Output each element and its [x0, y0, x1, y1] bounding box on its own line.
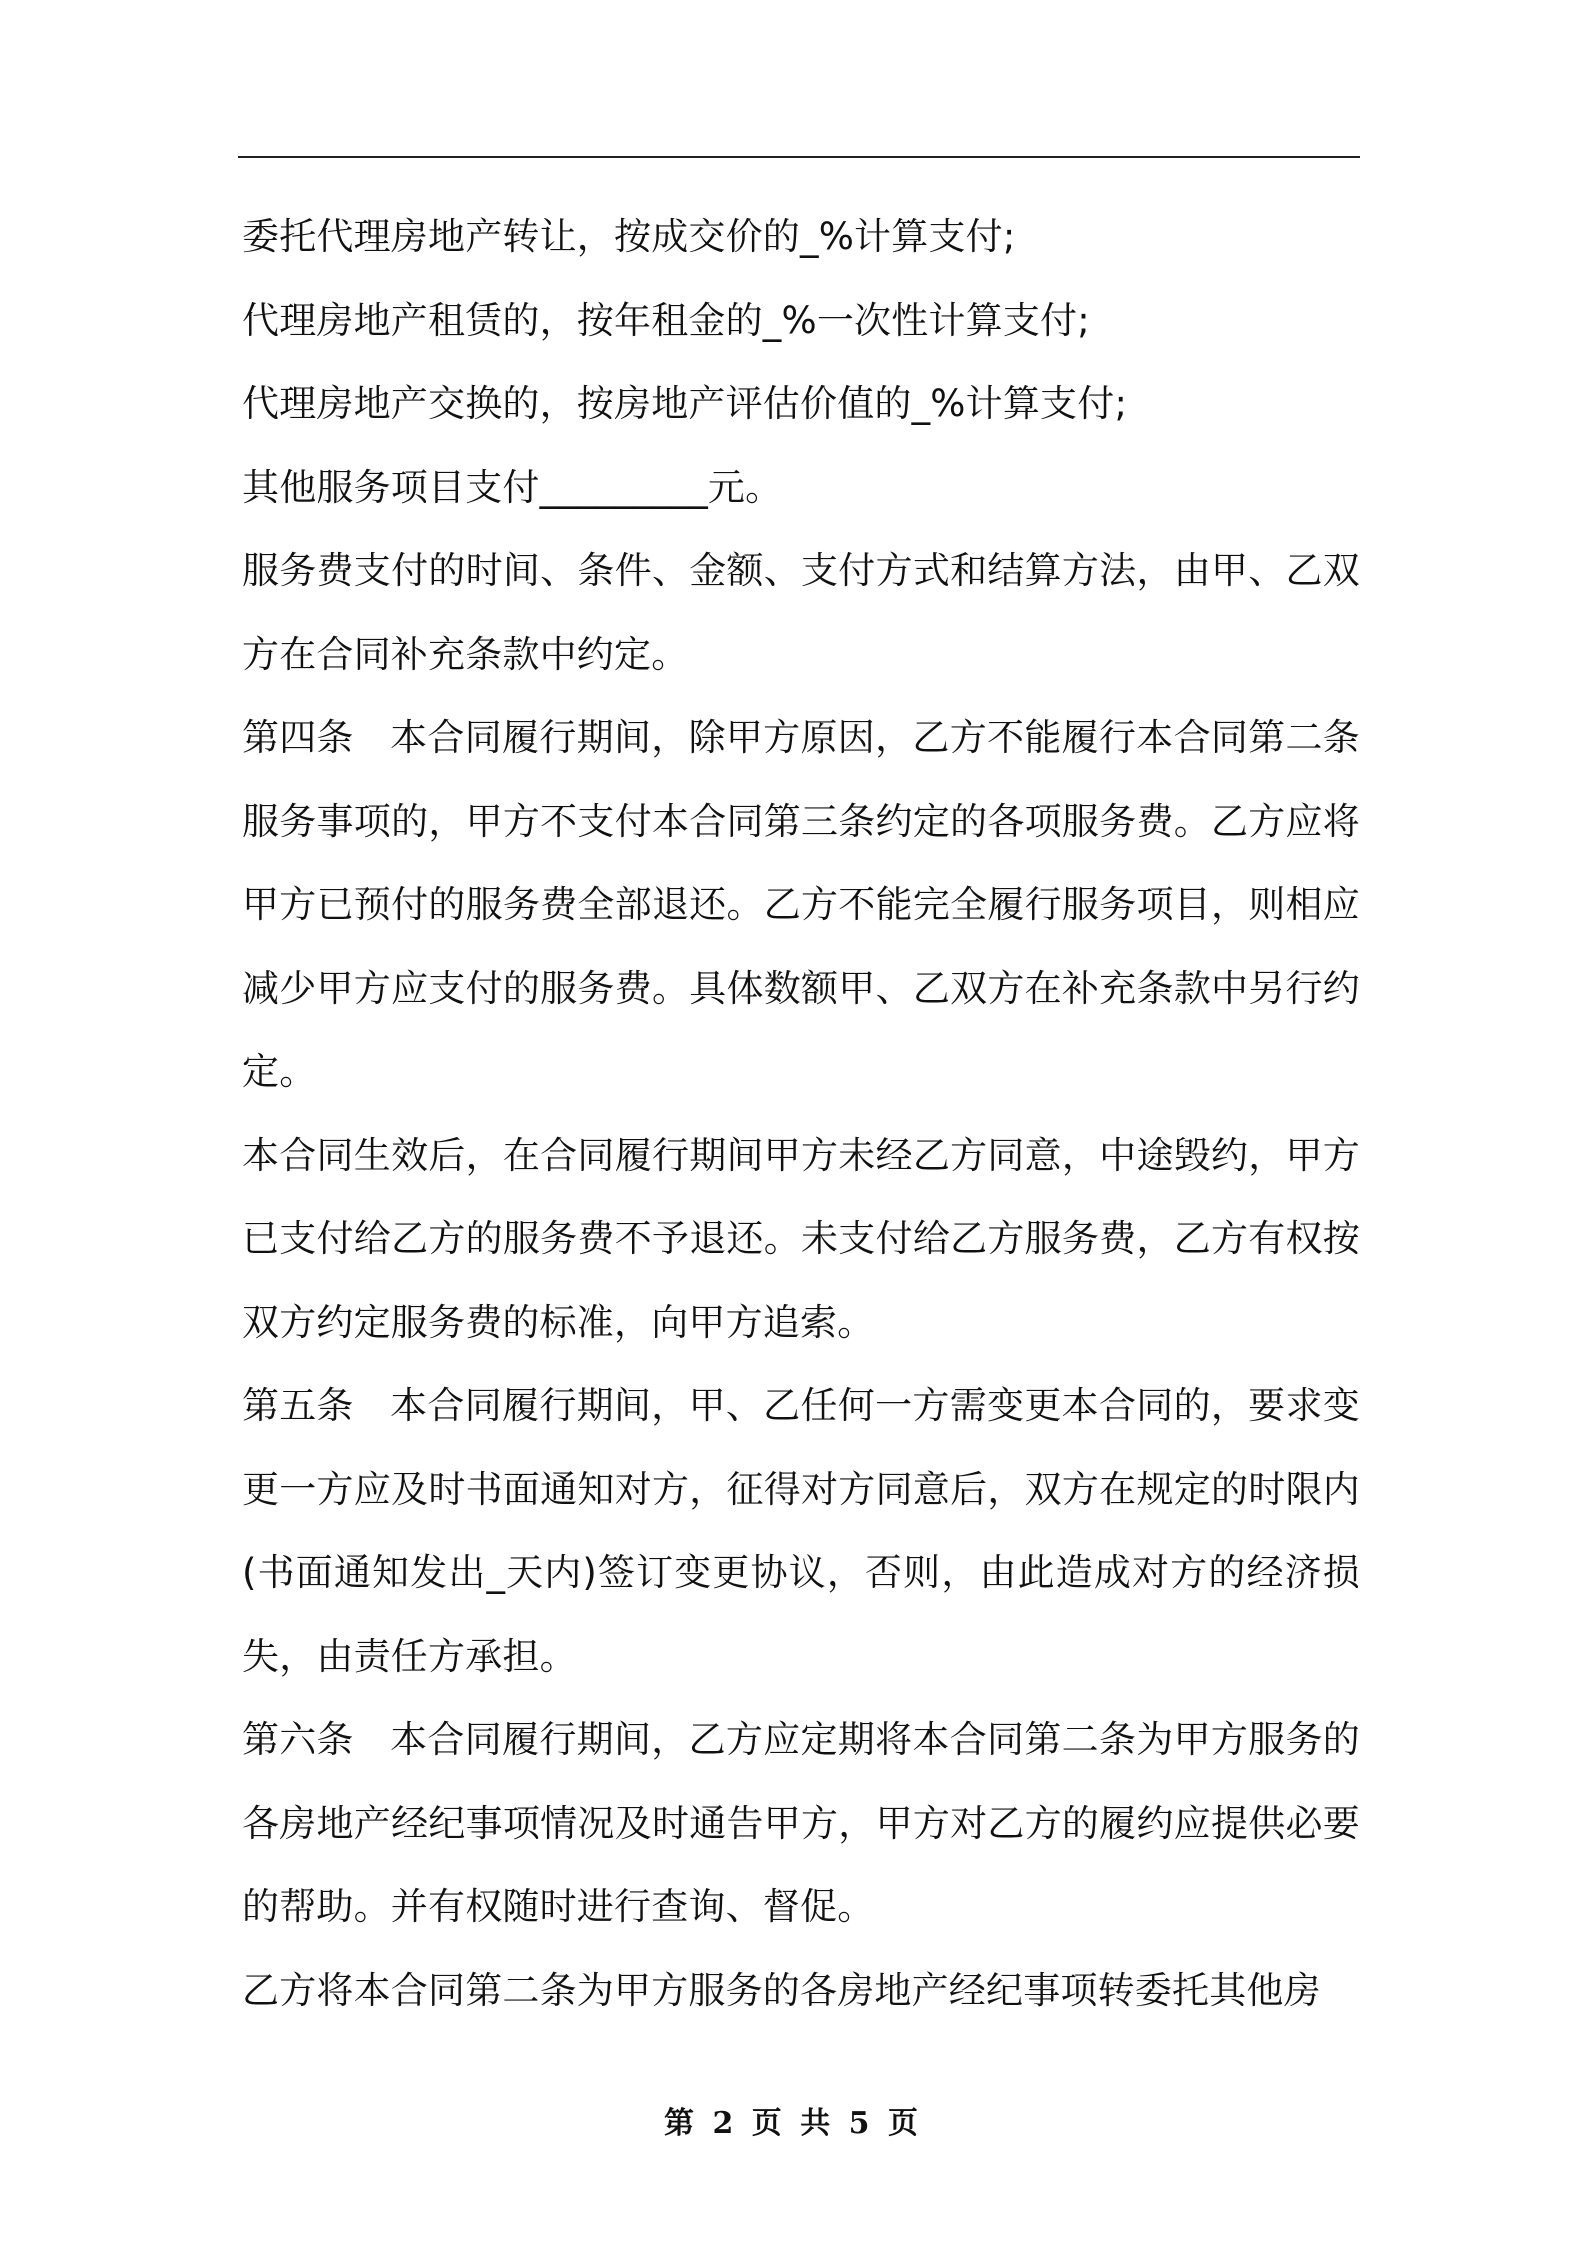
article-number: 第五条 [242, 1384, 354, 1427]
article-number: 第六条 [242, 1718, 354, 1761]
article-6-paragraph [242, 1698, 1360, 1949]
paragraph-3 [242, 362, 1360, 446]
paragraph-text: 代理房地产交换的，按房地产评估价值的_%计算支付; [242, 382, 1128, 425]
paragraph-text: 本合同履行期间，乙方应定期将本合同第二条为甲方服务的各房地产经纪事项情况及时通告甲方，甲方对乙方的履约应提供必要的帮助。并有权随时进行查询、督促。 [242, 1718, 1360, 1928]
paragraph-4 [242, 446, 1360, 530]
header-rule [238, 156, 1360, 158]
paragraph-7 [242, 1114, 1360, 1365]
paragraph-text: 乙方将本合同第二条为甲方服务的各房地产经纪事项转委托其他房 [242, 1968, 1321, 2012]
paragraph-5 [242, 529, 1360, 696]
paragraph-text: 其他服务项目支付_________元。 [242, 465, 783, 509]
page-label-mid: 页 共 [751, 2106, 835, 2141]
page-footer [0, 2098, 1586, 2142]
article-5-paragraph [242, 1364, 1360, 1698]
paragraph-text: 委托代理房地产转让，按成交价的_%计算支付; [242, 215, 1016, 258]
paragraph-text: 代理房地产租赁的，按年租金的_%一次性计算支付; [242, 298, 1090, 342]
page-label-prefix: 第 [663, 2106, 698, 2141]
total-pages-number: 5 [848, 2106, 874, 2141]
paragraph-10 [242, 1949, 1360, 2033]
paragraph-1 [242, 195, 1360, 279]
paragraph-text: 本合同生效后，在合同履行期间甲方未经乙方同意，中途毁约，甲方已支付给乙方的服务费不予退还。未支付给乙方服务费，乙方有权按双方约定服务费的标准，向甲方追索。 [242, 1133, 1360, 1344]
paragraph-text: 本合同履行期间，除甲方原因，乙方不能履行本合同第二条服务事项的，甲方不支付本合同第三条约定的各项服务费。乙方应将甲方已预付的服务费全部退还。乙方不能完全履行服务项目，则相应减少甲方应支付的服务费。具体数额甲、乙双方在补充条款中另行约定。 [242, 716, 1360, 1093]
page-label-suffix: 页 [888, 2106, 922, 2141]
paragraph-2 [242, 279, 1360, 363]
article-4-paragraph [242, 696, 1360, 1114]
paragraph-text: 本合同履行期间，甲、乙任何一方需变更本合同的，要求变更一方应及时书面通知对方，征得对方同意后，双方在规定的时限内(书面通知发出_天内)签订变更协议，否则，由此造成对方的经济损失，由责任方承担。 [242, 1384, 1360, 1678]
article-number: 第四条 [242, 716, 354, 759]
current-page-number: 2 [712, 2106, 738, 2141]
paragraph-text: 服务费支付的时间、条件、金额、支付方式和结算方法，由甲、乙双方在合同补充条款中约定。 [242, 549, 1360, 676]
document-body [242, 195, 1360, 2032]
